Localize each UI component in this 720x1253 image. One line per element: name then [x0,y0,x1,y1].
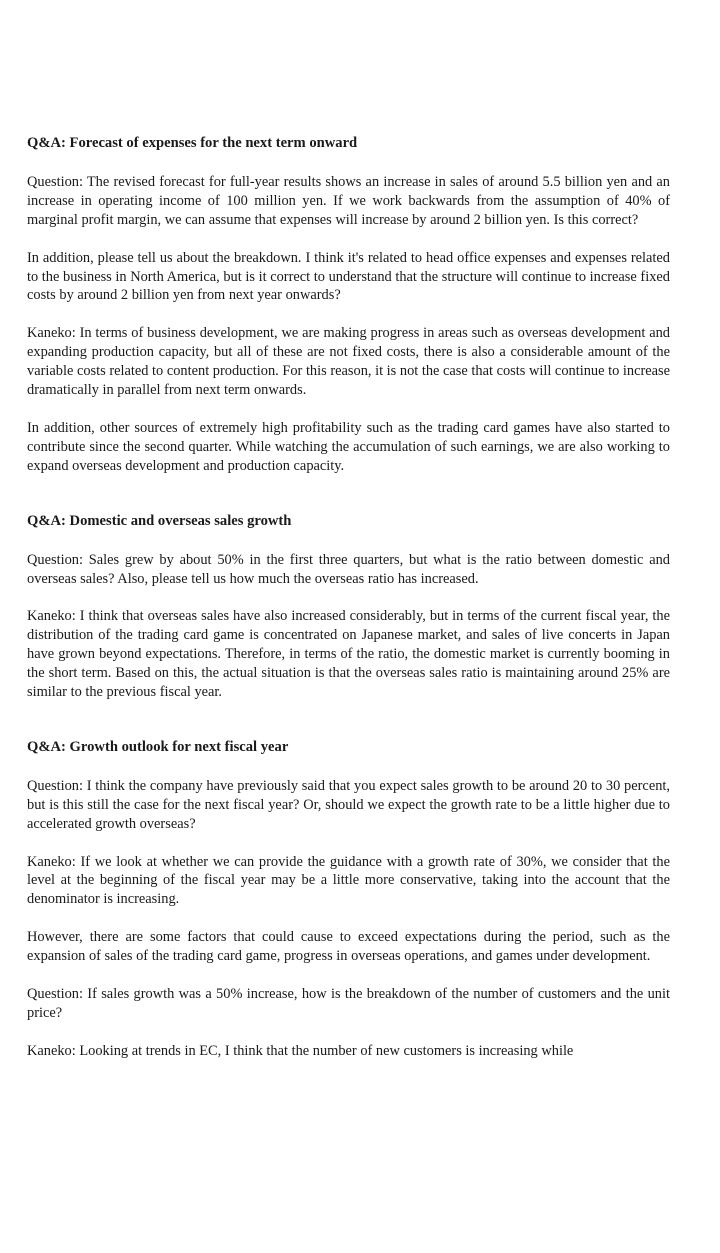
paragraph: Question: Sales grew by about 50% in the first three quarters, but what is the ratio between domestic and overseas sales? Also, please tell us how much the overseas ratio has increased. [27,551,670,587]
paragraph: Question: I think the company have previously said that you expect sales growth to be around 20 to 30 percent, but is this still the case for the next fiscal year? Or, should we expect the growth rate to be a little higher due to accelerated growth overseas? [27,777,670,832]
paragraph: In addition, other sources of extremely high profitability such as the trading card games have also started to contribute since the second quarter. While watching the accumulation of such earnings, we are also working to expand overseas development and production capacity. [27,419,670,474]
paragraph: In addition, please tell us about the breakdown. I think it's related to head office expenses and expenses related to the business in North America, but is it correct to understand that the structure will continue to increase fixed costs by around 2 billion yen from next year onwards? [27,249,670,304]
section-heading: Q&A: Forecast of expenses for the next term onward [27,135,358,151]
paragraph: Kaneko: In terms of business development, we are making progress in areas such as overseas development and expanding production capacity, but all of these are not fixed costs, there is also a considerable amount of the variable costs related to content production. For this reason, it is not the case that costs will continue to increase dramatically in parallel from next term onwards. [27,325,671,399]
section-expenses-forecast [27,134,670,476]
paragraph: Kaneko: I think that overseas sales have also increased considerably, but in terms of the current fiscal year, the distribution of the trading card game is concentrated on Japanese market, and sales of live concerts in Japan have grown beyond expectations. Therefore, in terms of the ratio, the domestic market is currently booming in the short term. Based on this, the actual situation is that the overseas sales ratio is maintaining around 25% are similar to the previous fiscal year. [27,608,670,701]
paragraph: Question: If sales growth was a 50% increase, how is the breakdown of the number of customers and the unit price? [27,986,670,1021]
document-body [27,134,670,1061]
paragraph: Kaneko: If we look at whether we can provide the guidance with a growth rate of 30%, we consider that the level at the beginning of the fiscal year may be a little more conservative, taking into the account that the denominator is increasing. [27,853,670,908]
paragraph: Question: The revised forecast for full-year results shows an increase in sales of around 5.5 billion yen and an increase in operating income of 100 million yen. If we work backwards from the assumption of 40% of marginal profit margin, we can assume that expenses will increase by around 2 billion yen. Is this correct? [27,173,670,228]
paragraph: However, there are some factors that could cause to exceed expectations during the period, such as the expansion of sales of the trading card game, progress in overseas operations, and games under development. [27,929,670,965]
section-heading: Q&A: Growth outlook for next fiscal year [27,738,289,755]
section-growth-outlook [27,738,670,1061]
section-heading: Q&A: Domestic and overseas sales growth [27,512,292,529]
section-domestic-overseas [27,512,670,702]
paragraph: Kaneko: Looking at trends in EC, I think that the number of new customers is increasing while [27,1042,574,1059]
